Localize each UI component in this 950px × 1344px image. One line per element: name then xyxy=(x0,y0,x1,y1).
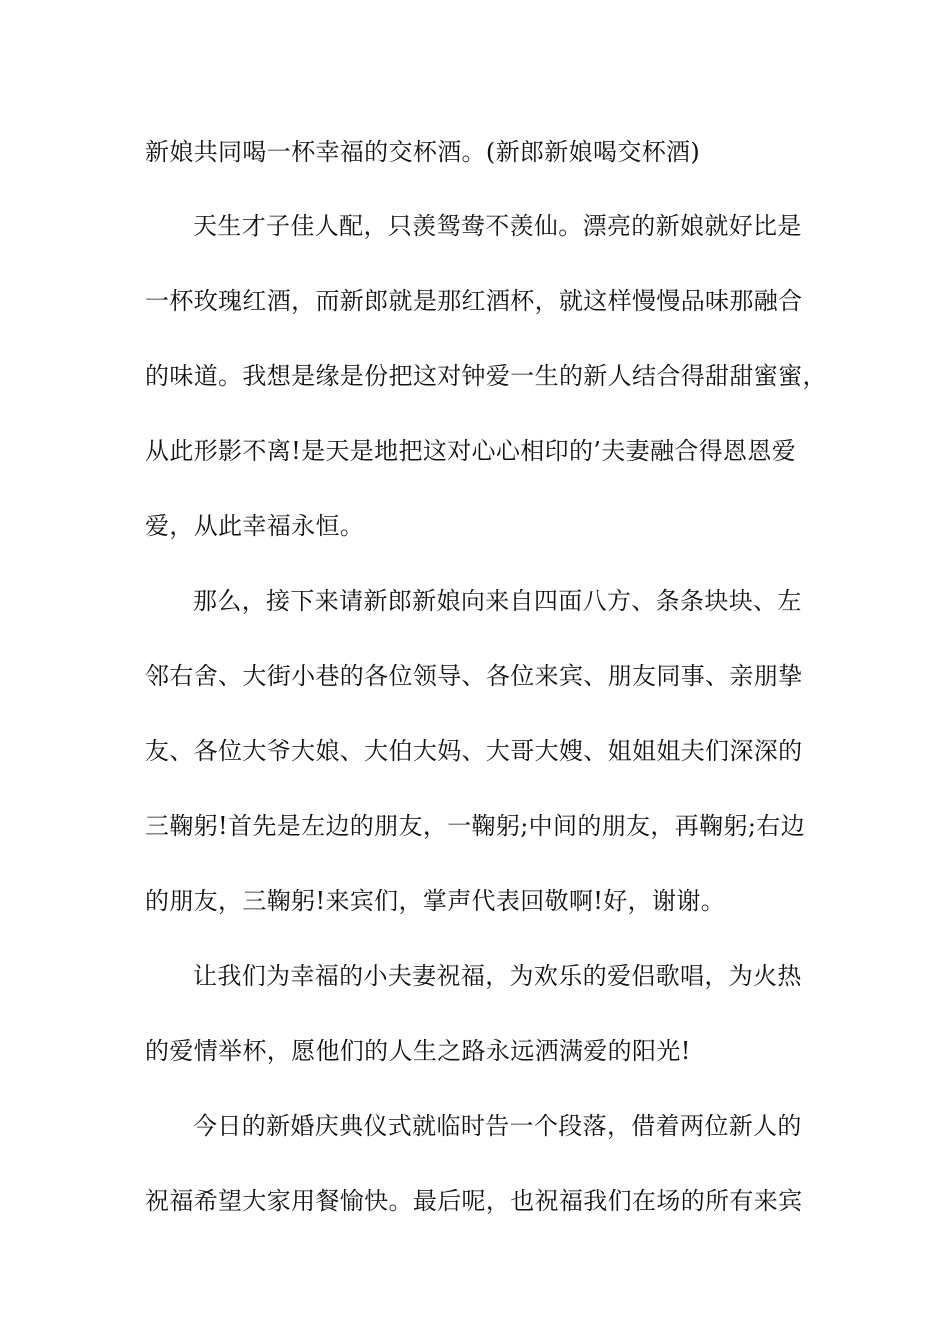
text-line: 一杯玫瑰红酒，而新郎就是那红酒杯，就这样慢慢品味那融合 xyxy=(145,287,803,315)
text-line: 今日的新婚庆典仪式就临时告一个段落，借着两位新人的 xyxy=(193,1112,802,1140)
text-line: 从此形影不离!是天是地把这对心心相印的’夫妻融合得恩恩爱 xyxy=(145,437,797,465)
text-line: 的味道。我想是缘是份把这对钟爱一生的新人结合得甜甜蜜蜜， xyxy=(145,362,827,390)
text-line: 友、各位大爷大娘、大伯大妈、大哥大嫂、姐姐姐夫们深深的 xyxy=(145,737,803,765)
text-line: 爱，从此幸福永恒。 xyxy=(145,512,365,540)
text-line: 的朋友，三鞠躬!来宾们，掌声代表回敬啊!好，谢谢。 xyxy=(145,887,726,915)
text-line: 新娘共同喝一杯幸福的交杯酒。(新郎新娘喝交杯酒) xyxy=(145,138,701,166)
text-line: 天生才子佳人配，只羡鸳鸯不羡仙。漂亮的新娘就好比是 xyxy=(193,212,802,240)
text-line: 三鞠躬!首先是左边的朋友，一鞠躬;中间的朋友，再鞠躬;右边 xyxy=(145,812,805,840)
text-line: 的爱情举杯，愿他们的人生之路永远洒满爱的阳光! xyxy=(145,1037,691,1065)
text-line: 那么，接下来请新郎新娘向来自四面八方、条条块块、左 xyxy=(193,587,802,615)
text-line: 邻右舍、大街小巷的各位领导、各位来宾、朋友同事、亲朋挚 xyxy=(145,662,803,690)
text-line: 祝福希望大家用餐愉快。最后呢，也祝福我们在场的所有来宾 xyxy=(145,1187,803,1215)
text-line: 让我们为幸福的小夫妻祝福，为欢乐的爱侣歌唱，为火热 xyxy=(193,962,802,990)
